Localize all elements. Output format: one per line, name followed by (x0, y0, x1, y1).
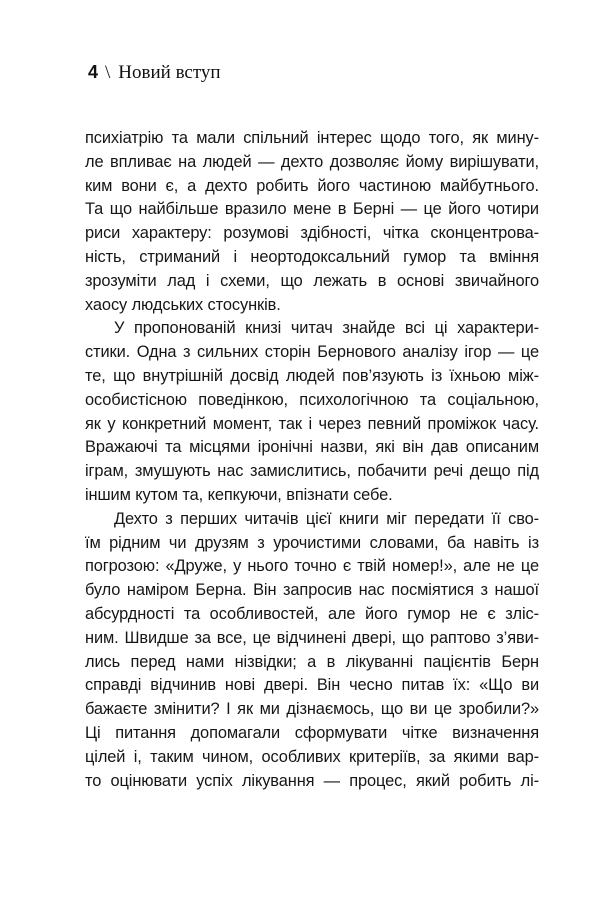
text-line: ність, стриманий і неортодоксальний гумор та вміння (85, 247, 539, 266)
text-line: їм рідним чи друзям з урочистими словами, ба навіть із (85, 533, 539, 552)
chapter-title: Новий вступ (118, 62, 221, 83)
text-line: те, що внутрішній досвід людей пов’язують із їхньою між- (85, 366, 539, 385)
text-line: бажаєте змінити? І як ми дізнаємось, що ви це зробили?» (85, 700, 539, 719)
text-line: психіатрію та мали спільний інтерес щодо того, як мину- (85, 129, 539, 147)
text-line: іншим кутом та, кепкуючи, впізнати себе. (85, 485, 393, 504)
page-number: 4 (88, 62, 99, 82)
text-line: зрозуміти лад і схеми, що лежать в основі звичайного (85, 271, 539, 290)
text-line: як у конкретний момент, так і через певний проміжок часу. (85, 414, 539, 433)
text-line: риси характеру: розумові здібності, чітка сконцентрова- (85, 224, 539, 243)
text-line: ним. Швидше за все, це відчинені двері, що раптово з’яви- (85, 628, 539, 647)
text-line: лись перед нами нізвідки; а в лікуванні пацієнтів Берн (85, 652, 539, 671)
text-line: то оцінювати успіх лікування — процес, який робить лі- (85, 771, 539, 790)
text-line: Та що найбільше вразило мене в Берні — це його чотири (85, 200, 539, 219)
text-line: погрозою: «Друже, у нього точно є твій номер!», але не це (85, 557, 539, 576)
text-line: справді відчинив нові двері. Він чесно питав їх: «Що ви (85, 676, 539, 695)
text-line: ле впливає на людей — дехто дозволяє йому вирішувати, (85, 152, 539, 171)
text-line: особистісною поведінкою, психологічною та соціальною, (85, 390, 539, 409)
page-body (85, 127, 539, 793)
text-line: хаосу людських стосунків. (85, 295, 281, 314)
text-line: Вражаючі та місцями іронічні назви, які він дав описаним (85, 438, 539, 457)
text-line: Ці питання допомагали сформувати чітке визначення (85, 723, 539, 742)
paragraph (85, 508, 539, 794)
text-line: ким вони є, а дехто робить його частиною майбутнього. (85, 176, 539, 195)
header-separator: \ (105, 62, 111, 83)
text-line: абсурдності та особливостей, але його гумор не є зліс- (85, 604, 539, 623)
paragraph (85, 127, 539, 317)
text-line: У пропонованій книзі читач знайде всі ці характери- (114, 319, 539, 338)
text-line: іграм, змушують нас замислитись, побачити речі дещо під (85, 462, 539, 481)
paragraph (85, 317, 539, 507)
text-line: було наміром Берна. Він запросив нас посміятися з нашої (85, 581, 539, 600)
text-line: стики. Одна з сильних сторін Бернового аналізу ігор — це (85, 343, 539, 362)
text-line: Дехто з перших читачів цієї книги міг передати її сво- (114, 509, 539, 528)
running-header (88, 61, 221, 84)
text-line: цілей і, таким чином, особливих критеріїв, за якими вар- (85, 747, 539, 766)
